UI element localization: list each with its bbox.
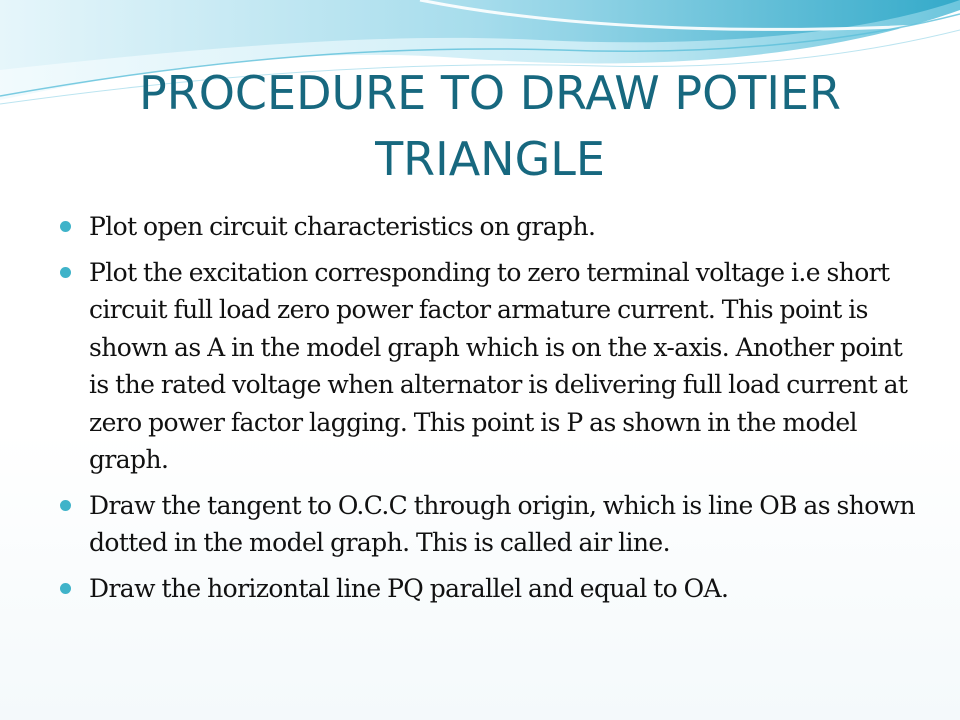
bullet-text: Draw the tangent to O.C.C through origin, which is line OB as shown dotted in the model graph. This is called air line. <box>89 490 915 557</box>
bullet-dot-icon <box>60 221 71 232</box>
slide-title-line-2: TRIANGLE <box>375 132 605 186</box>
bullet-dot-icon <box>60 583 71 594</box>
bullet-text: Draw the horizontal line PQ parallel and equal to OA. <box>89 573 729 603</box>
slide-title-line-1: PROCEDURE TO DRAW POTIER <box>139 66 841 120</box>
bullet-text: Plot the excitation corresponding to zero terminal voltage i.e short circuit full load zero power factor armature current. This point is shown as A in the model graph which is on the x-axis. Another point is the rated voltage when alternator is delivering full load current at zero power factor lagging. This point is P as shown in the model graph. <box>89 257 908 474</box>
bullet-item <box>60 208 920 246</box>
slide-title <box>60 60 920 192</box>
bullet-item <box>60 570 920 608</box>
bullet-dot-icon <box>60 500 71 511</box>
bullet-list <box>60 208 920 615</box>
bullet-item <box>60 254 920 479</box>
bullet-text: Plot open circuit characteristics on graph. <box>89 212 596 241</box>
bullet-item <box>60 487 920 562</box>
bullet-dot-icon <box>60 267 71 278</box>
